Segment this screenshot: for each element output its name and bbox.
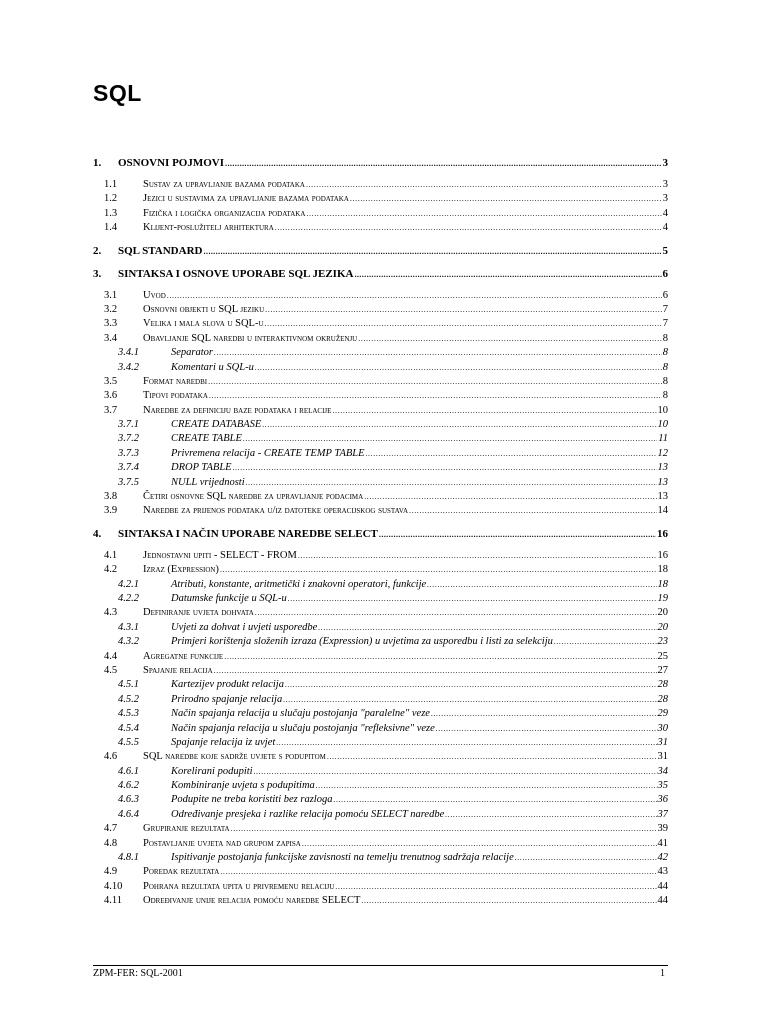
toc-entry-number: 3. <box>93 267 102 280</box>
toc-dot-leader <box>231 822 657 836</box>
toc-entry-number: 3.7 <box>104 404 118 416</box>
toc-dot-leader <box>332 404 656 418</box>
toc-dot-leader <box>276 736 656 750</box>
toc-entry-page: 10 <box>657 419 668 431</box>
toc-entry[interactable] <box>93 303 668 317</box>
toc-entry-page: 12 <box>657 447 668 459</box>
toc-entry-number: 1.3 <box>104 207 118 219</box>
toc-entry-page: 16 <box>657 549 668 561</box>
toc-dot-leader <box>285 678 657 692</box>
toc-entry-title: Kombiniranje uvjeta s podupitima <box>171 780 315 792</box>
toc-dot-leader <box>255 606 657 620</box>
toc-entry-page: 25 <box>657 650 668 662</box>
toc-entry-title: Osnovni objekti u SQL jeziku <box>143 303 265 315</box>
toc-entry[interactable] <box>93 375 668 389</box>
toc-entry-title: Grupiranje rezultata <box>143 823 230 835</box>
toc-entry[interactable] <box>93 822 668 836</box>
toc-dot-leader <box>209 389 662 403</box>
toc-entry-page: 31 <box>657 736 668 748</box>
toc-entry[interactable] <box>93 865 668 879</box>
toc-entry-number: 4.2.2 <box>118 592 139 604</box>
toc-entry-number: 3.1 <box>104 289 118 301</box>
toc-entry-page: 8 <box>662 375 668 387</box>
toc-dot-leader <box>208 375 662 389</box>
toc-dot-leader <box>354 266 661 282</box>
toc-entry-number: 4. <box>93 527 102 540</box>
toc-entry[interactable] <box>93 750 668 764</box>
toc-entry-page: 41 <box>657 837 668 849</box>
toc-entry[interactable] <box>93 192 668 206</box>
toc-entry-page: 6 <box>662 289 668 301</box>
toc-dot-leader <box>327 750 657 764</box>
toc-dot-leader <box>265 303 662 317</box>
toc-entry[interactable] <box>93 207 668 221</box>
toc-entry[interactable] <box>93 289 668 303</box>
toc-entry-title: SQL STANDARD <box>118 244 203 257</box>
toc-entry-number: 4.3.2 <box>118 636 139 648</box>
toc-entry-title: Datumske funkcije u SQL-u <box>171 592 287 604</box>
toc-dot-leader <box>214 346 662 360</box>
toc-entry[interactable] <box>93 243 668 259</box>
toc-entry-page: 37 <box>657 808 668 820</box>
toc-dot-leader <box>364 490 656 504</box>
toc-entry[interactable] <box>93 707 668 721</box>
toc-dot-leader <box>316 779 657 793</box>
toc-entry-page: 39 <box>657 823 668 835</box>
toc-entry[interactable] <box>93 621 668 635</box>
toc-entry-number: 4.3.1 <box>118 621 139 633</box>
toc-entry-title: Postavljanje uvjeta nad grupom zapisa <box>143 837 301 849</box>
toc-dot-leader <box>361 894 656 908</box>
toc-entry-page: 8 <box>662 361 668 373</box>
toc-dot-leader <box>298 549 657 563</box>
toc-entry-number: 1.4 <box>104 222 118 234</box>
toc-entry-page: 3 <box>662 193 668 205</box>
toc-entry[interactable] <box>93 418 668 432</box>
toc-entry[interactable] <box>93 765 668 779</box>
toc-entry[interactable] <box>93 606 668 620</box>
toc-entry-page: 7 <box>662 318 668 330</box>
toc-entry-title: Kartezijev produkt relacija <box>171 679 284 691</box>
toc-entry-number: 4.8 <box>104 837 118 849</box>
toc-entry-page: 31 <box>657 751 668 763</box>
toc-entry-page: 34 <box>657 765 668 777</box>
toc-entry[interactable] <box>93 361 668 375</box>
toc-entry-page: 28 <box>657 679 668 691</box>
toc-entry-title: Spajanje relacija iz uvjet <box>171 736 276 748</box>
toc-entry-number: 1. <box>93 157 102 169</box>
toc-entry-number: 4.6.1 <box>118 765 139 777</box>
toc-dot-leader <box>409 504 657 518</box>
toc-entry-page: 20 <box>657 621 668 633</box>
toc-entry-title: Obavljanje SQL naredbi u interaktivnom okruženju <box>143 332 358 344</box>
toc-entry-page: 44 <box>657 880 668 892</box>
toc-entry-title: Način spajanja relacija u slučaju postojanja "paralelne" veze <box>171 708 430 720</box>
toc-entry-page: 18 <box>657 578 668 590</box>
toc-entry-number: 4.6.2 <box>118 780 139 792</box>
toc-entry-number: 4.10 <box>104 880 123 892</box>
toc-dot-leader <box>335 880 656 894</box>
toc-dot-leader <box>220 563 657 577</box>
toc-entry-number: 4.9 <box>104 866 118 878</box>
toc-entry-page: 14 <box>657 505 668 517</box>
toc-entry[interactable] <box>93 837 668 851</box>
toc-entry-title: OSNOVNI POJMOVI <box>118 157 225 169</box>
toc-entry[interactable] <box>93 504 668 518</box>
toc-entry-number: 4.2 <box>104 564 118 576</box>
toc-entry-title: Klijent-poslužitelj arhitektura <box>143 222 274 234</box>
toc-entry[interactable] <box>93 563 668 577</box>
toc-entry-page: 42 <box>657 852 668 864</box>
toc-entry-title: Primjeri korištenja složenih izraza (Expression) u uvjetima za usporedbu i listi za selekciju <box>171 636 553 648</box>
toc-entry-number: 4.6 <box>104 751 118 763</box>
toc-entry[interactable] <box>93 221 668 235</box>
toc-entry-page: 18 <box>657 564 668 576</box>
toc-dot-leader <box>265 317 662 331</box>
toc-entry-title: NULL vrijednosti <box>171 476 245 488</box>
toc-dot-leader <box>358 332 662 346</box>
toc-entry-page: 44 <box>657 895 668 907</box>
toc-entry-page: 7 <box>662 303 668 315</box>
toc-entry-page: 8 <box>662 347 668 359</box>
toc-entry[interactable] <box>93 650 668 664</box>
toc-entry-page: 28 <box>657 693 668 705</box>
toc-entry-title: Sustav za upravljanje bazama podataka <box>143 179 305 190</box>
toc-dot-leader <box>445 808 656 822</box>
toc-entry-number: 3.4.1 <box>118 347 139 359</box>
toc-entry-number: 3.5 <box>104 375 118 387</box>
toc-entry-number: 4.2.1 <box>118 578 139 590</box>
toc-dot-leader <box>554 635 657 649</box>
toc-entry-page: 3 <box>662 157 668 169</box>
toc-entry-page: 4 <box>662 207 668 219</box>
toc-entry-page: 4 <box>662 222 668 234</box>
toc-entry[interactable] <box>93 664 668 678</box>
toc-entry[interactable] <box>93 722 668 736</box>
toc-entry[interactable] <box>93 894 668 908</box>
toc-entry-title: Naredbe za prijenos podataka u/iz datoteke operacijskog sustava <box>143 505 408 517</box>
toc-entry-title: Izraz (Expression) <box>143 564 219 576</box>
footer-label: ZPM-FER: SQL-2001 <box>93 968 183 979</box>
toc-entry-title: Određivanje presjeka i razlike relacija pomoću SELECT naredbe <box>171 808 445 820</box>
toc-entry-page: 43 <box>657 866 668 878</box>
toc-entry-number: 3.7.5 <box>118 476 139 488</box>
toc-entry-page: 19 <box>657 592 668 604</box>
toc-dot-leader <box>333 793 656 807</box>
toc-entry-page: 27 <box>657 664 668 676</box>
toc-entry[interactable] <box>93 178 668 192</box>
toc-entry[interactable] <box>93 779 668 793</box>
toc-entry-page: 3 <box>662 179 668 190</box>
toc-entry[interactable] <box>93 635 668 649</box>
toc-entry-page: 8 <box>662 390 668 402</box>
toc-entry-title: DROP TABLE <box>171 462 232 474</box>
toc-entry-page: 6 <box>662 267 668 280</box>
toc-entry-number: 4.5 <box>104 664 118 676</box>
toc-entry-page: 29 <box>657 708 668 720</box>
toc-entry-number: 4.3 <box>104 607 118 619</box>
toc-dot-leader <box>254 765 657 779</box>
toc-entry-title: Spajanje relacija <box>143 664 213 676</box>
footer-divider <box>93 965 668 966</box>
toc-entry-page: 11 <box>658 433 668 445</box>
toc-entry-number: 3.4.2 <box>118 361 139 373</box>
toc-entry[interactable] <box>93 346 668 360</box>
toc-entry-page: 36 <box>657 794 668 806</box>
toc-entry-title: Način spajanja relacija u slučaju postojanja "refleksivne" veze <box>171 722 435 734</box>
toc-dot-leader <box>233 461 657 475</box>
toc-entry-title: Korelirani podupiti <box>171 765 253 777</box>
toc-entry[interactable] <box>93 793 668 807</box>
toc-dot-leader <box>246 476 657 490</box>
toc-dot-leader <box>350 192 662 206</box>
toc-entry-page: 16 <box>657 527 668 540</box>
toc-entry-number: 4.1 <box>104 549 118 561</box>
toc-dot-leader <box>436 722 657 736</box>
toc-entry[interactable] <box>93 490 668 504</box>
toc-dot-leader <box>302 837 657 851</box>
toc-entry[interactable] <box>93 155 668 171</box>
toc-entry-number: 3.9 <box>104 505 118 517</box>
toc-dot-leader <box>214 664 657 678</box>
toc-entry-title: Velika i mala slova u SQL-u <box>143 318 264 330</box>
toc-entry-title: Atributi, konstante, aritmetički i znakovni operatori, funkcije <box>171 578 427 590</box>
toc-entry-title: SINTAKSA I OSNOVE UPORABE SQL JEZIKA <box>118 267 354 280</box>
toc-entry[interactable] <box>93 549 668 563</box>
toc-entry-page: 13 <box>657 476 668 488</box>
toc-entry-number: 3.6 <box>104 390 118 402</box>
toc-entry-number: 3.2 <box>104 303 118 315</box>
toc-entry[interactable] <box>93 678 668 692</box>
toc-entry-number: 4.5.1 <box>118 679 139 691</box>
toc-entry[interactable] <box>93 317 668 331</box>
toc-entry[interactable] <box>93 851 668 865</box>
toc-dot-leader <box>366 447 657 461</box>
toc-dot-leader <box>431 707 657 721</box>
toc-entry-title: Format naredbi <box>143 375 208 387</box>
table-of-contents <box>93 155 668 909</box>
toc-entry-number: 3.7.2 <box>118 433 139 445</box>
toc-entry-page: 20 <box>657 607 668 619</box>
toc-entry-title: CREATE TABLE <box>171 433 242 445</box>
toc-entry[interactable] <box>93 592 668 606</box>
toc-dot-leader <box>306 178 662 192</box>
toc-entry-title: Uvod <box>143 289 166 301</box>
toc-entry-title: Jezici u sustavima za upravljanje bazama podataka <box>143 193 349 205</box>
toc-dot-leader <box>288 592 657 606</box>
toc-entry-page: 23 <box>657 636 668 648</box>
toc-dot-leader <box>262 418 656 432</box>
toc-entry-page: 8 <box>662 332 668 344</box>
toc-entry-number: 4.4 <box>104 650 118 662</box>
toc-entry[interactable] <box>93 476 668 490</box>
toc-entry-title: Tipovi podataka <box>143 390 208 402</box>
toc-entry-page: 13 <box>657 491 668 503</box>
toc-entry[interactable] <box>93 389 668 403</box>
toc-entry-title: Definiranje uvjeta dohvata <box>143 607 254 619</box>
toc-dot-leader <box>427 578 656 592</box>
toc-dot-leader <box>203 243 661 259</box>
toc-entry-title: Uvjeti za dohvat i uvjeti usporedbe <box>171 621 318 633</box>
toc-entry[interactable] <box>93 736 668 750</box>
toc-entry-number: 3.8 <box>104 491 118 503</box>
toc-entry-page: 5 <box>662 244 668 257</box>
toc-entry-number: 4.7 <box>104 823 118 835</box>
toc-entry-title: Fizička i logička organizacija podataka <box>143 207 306 219</box>
toc-entry[interactable] <box>93 526 668 542</box>
toc-entry-title: Komentari u SQL-u <box>171 361 254 373</box>
toc-entry-page: 30 <box>657 722 668 734</box>
toc-entry-title: CREATE DATABASE <box>171 419 262 431</box>
toc-entry-number: 3.7.1 <box>118 419 139 431</box>
toc-entry-number: 4.5.2 <box>118 693 139 705</box>
toc-entry-title: SQL naredbe koje sadrže uvjete s podupitom <box>143 751 326 763</box>
toc-entry-number: 1.1 <box>104 179 118 190</box>
toc-entry-title: Jednostavni upiti - SELECT - FROM <box>143 549 297 561</box>
toc-entry-title: Četiri osnovne SQL naredbe za upravljanje podacima <box>143 491 364 503</box>
toc-entry-number: 3.4 <box>104 332 118 344</box>
footer-page-number: 1 <box>660 968 665 979</box>
toc-entry[interactable] <box>93 461 668 475</box>
toc-dot-leader <box>255 361 662 375</box>
toc-entry[interactable] <box>93 578 668 592</box>
toc-entry-title: Naredbe za definiciju baze podataka i relacije <box>143 404 332 416</box>
toc-entry-title: Određivanje unije relacija pomoću naredbe SELECT <box>143 895 361 907</box>
toc-dot-leader <box>225 155 661 171</box>
toc-entry[interactable] <box>93 432 668 446</box>
toc-entry-title: SINTAKSA I NAČIN UPORABE NAREDBE SELECT <box>118 527 378 540</box>
toc-entry-number: 4.6.3 <box>118 794 139 806</box>
toc-entry-number: 4.8.1 <box>118 852 139 864</box>
toc-entry-number: 4.5.3 <box>118 708 139 720</box>
toc-dot-leader <box>318 621 656 635</box>
toc-entry-number: 3.7.4 <box>118 462 139 474</box>
toc-dot-leader <box>220 865 656 879</box>
toc-entry-number: 4.11 <box>104 895 122 907</box>
toc-entry[interactable] <box>93 447 668 461</box>
toc-dot-leader <box>283 693 656 707</box>
document-title: SQL <box>93 80 142 106</box>
toc-dot-leader <box>167 289 662 303</box>
toc-entry-title: Prirodno spajanje relacija <box>171 693 283 705</box>
toc-entry-title: Privremena relacija - CREATE TEMP TABLE <box>171 447 365 459</box>
toc-entry-number: 4.6.4 <box>118 808 139 820</box>
toc-dot-leader <box>515 851 657 865</box>
toc-entry-page: 35 <box>657 780 668 792</box>
toc-entry-number: 3.7.3 <box>118 447 139 459</box>
toc-entry-number: 2. <box>93 244 102 257</box>
toc-entry-number: 1.2 <box>104 193 118 205</box>
toc-entry-title: Separator <box>171 347 213 359</box>
toc-entry[interactable] <box>93 880 668 894</box>
toc-entry-page: 10 <box>657 404 668 416</box>
toc-entry-title: Agregatne funkcije <box>143 650 224 662</box>
toc-entry-title: Pohrana rezultata upita u privremenu relaciju <box>143 880 335 892</box>
toc-entry-number: 3.3 <box>104 318 118 330</box>
toc-dot-leader <box>379 526 656 542</box>
toc-entry-title: Podupite ne treba koristiti bez razloga <box>171 794 333 806</box>
toc-entry[interactable] <box>93 693 668 707</box>
toc-entry[interactable] <box>93 266 668 282</box>
toc-entry[interactable] <box>93 404 668 418</box>
toc-entry-number: 4.5.5 <box>118 736 139 748</box>
toc-entry-number: 4.5.4 <box>118 722 139 734</box>
toc-dot-leader <box>224 650 656 664</box>
toc-entry[interactable] <box>93 332 668 346</box>
toc-dot-leader <box>275 221 662 235</box>
toc-entry-page: 13 <box>657 462 668 474</box>
toc-entry[interactable] <box>93 808 668 822</box>
toc-entry-title: Poredak rezultata <box>143 866 220 878</box>
toc-dot-leader <box>306 207 661 221</box>
toc-dot-leader <box>243 432 657 446</box>
toc-entry-title: Ispitivanje postojanja funkcijske zavisnosti na temelju trenutnog sadržaja relacije <box>171 852 514 864</box>
